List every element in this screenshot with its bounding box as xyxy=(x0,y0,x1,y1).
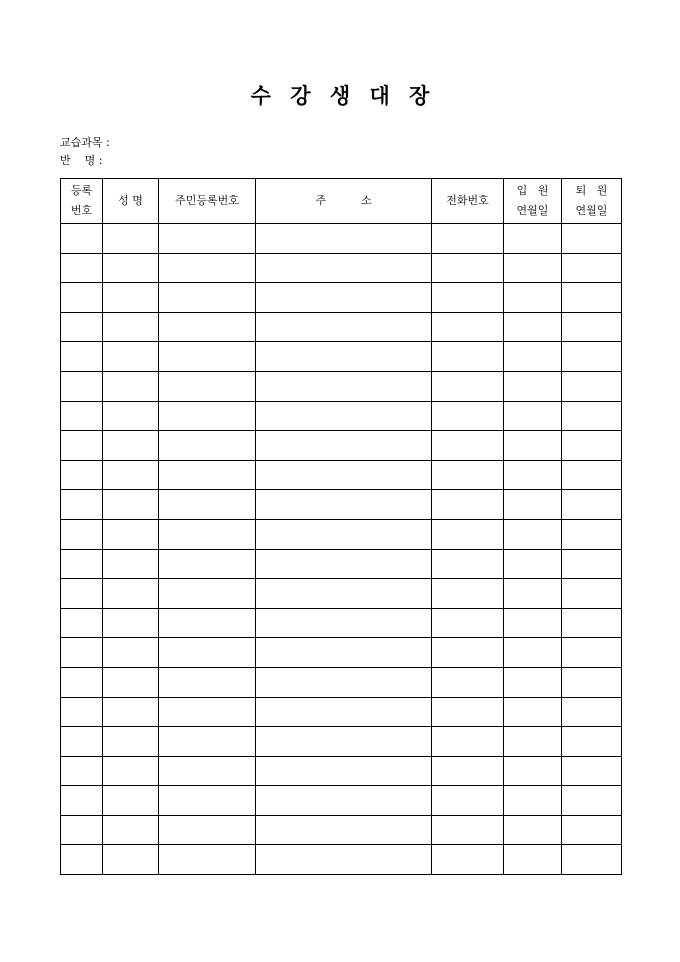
table-cell[interactable] xyxy=(61,224,103,254)
table-cell[interactable] xyxy=(103,431,159,461)
table-cell[interactable] xyxy=(504,697,562,727)
table-cell[interactable] xyxy=(504,727,562,757)
table-cell[interactable] xyxy=(432,371,504,401)
student-register-table xyxy=(60,178,622,875)
table-cell[interactable] xyxy=(504,283,562,313)
table-cell[interactable] xyxy=(432,253,504,283)
table-cell[interactable] xyxy=(562,549,622,579)
table-cell[interactable] xyxy=(256,519,432,549)
table-row xyxy=(61,786,622,816)
table-cell[interactable] xyxy=(61,579,103,609)
table-cell[interactable] xyxy=(256,727,432,757)
table-cell[interactable] xyxy=(256,845,432,875)
table-row xyxy=(61,431,622,461)
table-cell[interactable] xyxy=(61,401,103,431)
table-cell[interactable] xyxy=(256,638,432,668)
table-cell[interactable] xyxy=(103,549,159,579)
table-cell[interactable] xyxy=(504,519,562,549)
table-cell[interactable] xyxy=(256,460,432,490)
table-cell[interactable] xyxy=(432,460,504,490)
header-address: 주 소 xyxy=(256,179,432,224)
table-cell[interactable] xyxy=(103,490,159,520)
table-cell[interactable] xyxy=(159,727,256,757)
table-cell[interactable] xyxy=(103,342,159,372)
table-cell[interactable] xyxy=(432,401,504,431)
table-cell[interactable] xyxy=(103,253,159,283)
table-cell[interactable] xyxy=(432,608,504,638)
table-cell[interactable] xyxy=(562,283,622,313)
table-cell[interactable] xyxy=(432,815,504,845)
table-cell[interactable] xyxy=(256,253,432,283)
table-cell[interactable] xyxy=(504,667,562,697)
table-cell[interactable] xyxy=(562,697,622,727)
table-cell[interactable] xyxy=(256,342,432,372)
table-cell[interactable] xyxy=(432,224,504,254)
table-cell[interactable] xyxy=(562,460,622,490)
table-cell[interactable] xyxy=(504,756,562,786)
header-registration-number: 등록 번호 xyxy=(61,179,103,224)
table-cell[interactable] xyxy=(432,756,504,786)
table-cell[interactable] xyxy=(256,371,432,401)
table-row xyxy=(61,490,622,520)
table-row xyxy=(61,460,622,490)
table-cell[interactable] xyxy=(61,549,103,579)
table-cell[interactable] xyxy=(504,371,562,401)
table-cell[interactable] xyxy=(256,697,432,727)
table-cell[interactable] xyxy=(103,667,159,697)
table-cell[interactable] xyxy=(432,727,504,757)
table-cell[interactable] xyxy=(256,756,432,786)
table-cell[interactable] xyxy=(61,490,103,520)
table-cell[interactable] xyxy=(504,401,562,431)
table-cell[interactable] xyxy=(432,519,504,549)
table-cell[interactable] xyxy=(159,697,256,727)
table-cell[interactable] xyxy=(256,549,432,579)
table-cell[interactable] xyxy=(103,845,159,875)
table-row xyxy=(61,519,622,549)
table-cell[interactable] xyxy=(432,845,504,875)
table-cell[interactable] xyxy=(504,460,562,490)
table-cell[interactable] xyxy=(504,845,562,875)
table-cell[interactable] xyxy=(159,312,256,342)
table-cell[interactable] xyxy=(256,224,432,254)
table-cell[interactable] xyxy=(562,519,622,549)
table-cell[interactable] xyxy=(562,342,622,372)
table-body xyxy=(61,224,622,875)
table-row xyxy=(61,697,622,727)
table-cell[interactable] xyxy=(432,579,504,609)
table-cell[interactable] xyxy=(562,638,622,668)
table-cell[interactable] xyxy=(159,815,256,845)
table-cell[interactable] xyxy=(432,667,504,697)
table-cell[interactable] xyxy=(61,371,103,401)
table-cell[interactable] xyxy=(504,815,562,845)
table-cell[interactable] xyxy=(432,431,504,461)
table-cell[interactable] xyxy=(562,756,622,786)
table-cell[interactable] xyxy=(159,342,256,372)
table-row xyxy=(61,608,622,638)
table-cell[interactable] xyxy=(103,371,159,401)
table-cell[interactable] xyxy=(504,224,562,254)
table-cell[interactable] xyxy=(256,431,432,461)
table-cell[interactable] xyxy=(103,786,159,816)
table-cell[interactable] xyxy=(61,431,103,461)
table-row xyxy=(61,756,622,786)
table-row xyxy=(61,667,622,697)
table-row xyxy=(61,579,622,609)
table-cell[interactable] xyxy=(159,756,256,786)
table-cell[interactable] xyxy=(256,667,432,697)
table-cell[interactable] xyxy=(562,667,622,697)
table-cell[interactable] xyxy=(61,697,103,727)
table-cell[interactable] xyxy=(504,342,562,372)
table-cell[interactable] xyxy=(103,401,159,431)
table-cell[interactable] xyxy=(61,727,103,757)
table-cell[interactable] xyxy=(256,490,432,520)
table-cell[interactable] xyxy=(504,638,562,668)
table-row xyxy=(61,727,622,757)
table-cell[interactable] xyxy=(256,579,432,609)
table-row xyxy=(61,283,622,313)
table-cell[interactable] xyxy=(432,549,504,579)
table-cell[interactable] xyxy=(159,638,256,668)
table-cell[interactable] xyxy=(61,460,103,490)
table-cell[interactable] xyxy=(103,638,159,668)
table-cell[interactable] xyxy=(159,845,256,875)
table-cell[interactable] xyxy=(103,312,159,342)
table-cell[interactable] xyxy=(256,312,432,342)
table-row xyxy=(61,253,622,283)
table-cell[interactable] xyxy=(432,638,504,668)
table-cell[interactable] xyxy=(159,401,256,431)
table-cell[interactable] xyxy=(504,549,562,579)
header-withdrawal-date: 퇴 원 연월일 xyxy=(562,179,622,224)
table-cell[interactable] xyxy=(562,579,622,609)
table-cell[interactable] xyxy=(103,579,159,609)
table-cell[interactable] xyxy=(562,253,622,283)
table-cell[interactable] xyxy=(61,845,103,875)
table-cell[interactable] xyxy=(61,283,103,313)
table-row xyxy=(61,549,622,579)
table-cell[interactable] xyxy=(432,312,504,342)
table-cell[interactable] xyxy=(61,608,103,638)
table-cell[interactable] xyxy=(432,786,504,816)
table-cell[interactable] xyxy=(61,815,103,845)
table-cell[interactable] xyxy=(256,786,432,816)
table-cell[interactable] xyxy=(432,697,504,727)
table-cell[interactable] xyxy=(562,815,622,845)
table-cell[interactable] xyxy=(159,371,256,401)
table-cell[interactable] xyxy=(562,845,622,875)
table-cell[interactable] xyxy=(103,224,159,254)
table-cell[interactable] xyxy=(61,756,103,786)
table-row xyxy=(61,312,622,342)
table-cell[interactable] xyxy=(504,253,562,283)
header-resident-id: 주민등록번호 xyxy=(159,179,256,224)
table-cell[interactable] xyxy=(159,283,256,313)
table-header-row xyxy=(61,179,622,224)
table-cell[interactable] xyxy=(103,697,159,727)
table-cell[interactable] xyxy=(562,727,622,757)
table-cell[interactable] xyxy=(103,756,159,786)
table-cell[interactable] xyxy=(103,608,159,638)
table-row xyxy=(61,342,622,372)
table-cell[interactable] xyxy=(256,401,432,431)
table-cell[interactable] xyxy=(562,490,622,520)
table-cell[interactable] xyxy=(61,786,103,816)
table-cell[interactable] xyxy=(159,579,256,609)
table-cell[interactable] xyxy=(159,431,256,461)
table-cell[interactable] xyxy=(103,460,159,490)
table-cell[interactable] xyxy=(562,786,622,816)
table-cell[interactable] xyxy=(159,608,256,638)
table-cell[interactable] xyxy=(61,638,103,668)
table-cell[interactable] xyxy=(432,490,504,520)
table-cell[interactable] xyxy=(159,667,256,697)
table-row xyxy=(61,224,622,254)
table-cell[interactable] xyxy=(159,460,256,490)
table-cell[interactable] xyxy=(159,224,256,254)
table-cell[interactable] xyxy=(562,312,622,342)
table-cell[interactable] xyxy=(504,608,562,638)
table-cell[interactable] xyxy=(159,253,256,283)
table-row xyxy=(61,845,622,875)
table-cell[interactable] xyxy=(256,283,432,313)
table-row xyxy=(61,638,622,668)
table-cell[interactable] xyxy=(562,371,622,401)
table-cell[interactable] xyxy=(432,342,504,372)
table-cell[interactable] xyxy=(504,579,562,609)
table-cell[interactable] xyxy=(103,519,159,549)
table-row xyxy=(61,815,622,845)
table-cell[interactable] xyxy=(256,815,432,845)
table-cell[interactable] xyxy=(562,431,622,461)
table-cell[interactable] xyxy=(61,667,103,697)
table-cell[interactable] xyxy=(159,490,256,520)
header-enrollment-date: 입 원 연월일 xyxy=(504,179,562,224)
table-cell[interactable] xyxy=(562,401,622,431)
table-cell[interactable] xyxy=(61,253,103,283)
table-cell[interactable] xyxy=(562,224,622,254)
table-cell[interactable] xyxy=(103,727,159,757)
table-cell[interactable] xyxy=(103,815,159,845)
table-cell[interactable] xyxy=(256,608,432,638)
table-cell[interactable] xyxy=(159,519,256,549)
table-row xyxy=(61,401,622,431)
table-cell[interactable] xyxy=(159,786,256,816)
header-phone: 전화번호 xyxy=(432,179,504,224)
header-name: 성 명 xyxy=(103,179,159,224)
class-label: 반 명 : xyxy=(60,154,103,167)
table-cell[interactable] xyxy=(432,283,504,313)
table-cell[interactable] xyxy=(103,283,159,313)
table-cell[interactable] xyxy=(61,312,103,342)
table-cell[interactable] xyxy=(504,312,562,342)
table-cell[interactable] xyxy=(504,431,562,461)
table-cell[interactable] xyxy=(504,786,562,816)
table-cell[interactable] xyxy=(504,490,562,520)
table-cell[interactable] xyxy=(159,549,256,579)
table-cell[interactable] xyxy=(562,608,622,638)
table-row xyxy=(61,371,622,401)
table-cell[interactable] xyxy=(61,519,103,549)
course-label: 교습과목 : xyxy=(60,136,110,149)
table-cell[interactable] xyxy=(61,342,103,372)
document-title: 수 강 생 대 장 xyxy=(250,83,430,108)
